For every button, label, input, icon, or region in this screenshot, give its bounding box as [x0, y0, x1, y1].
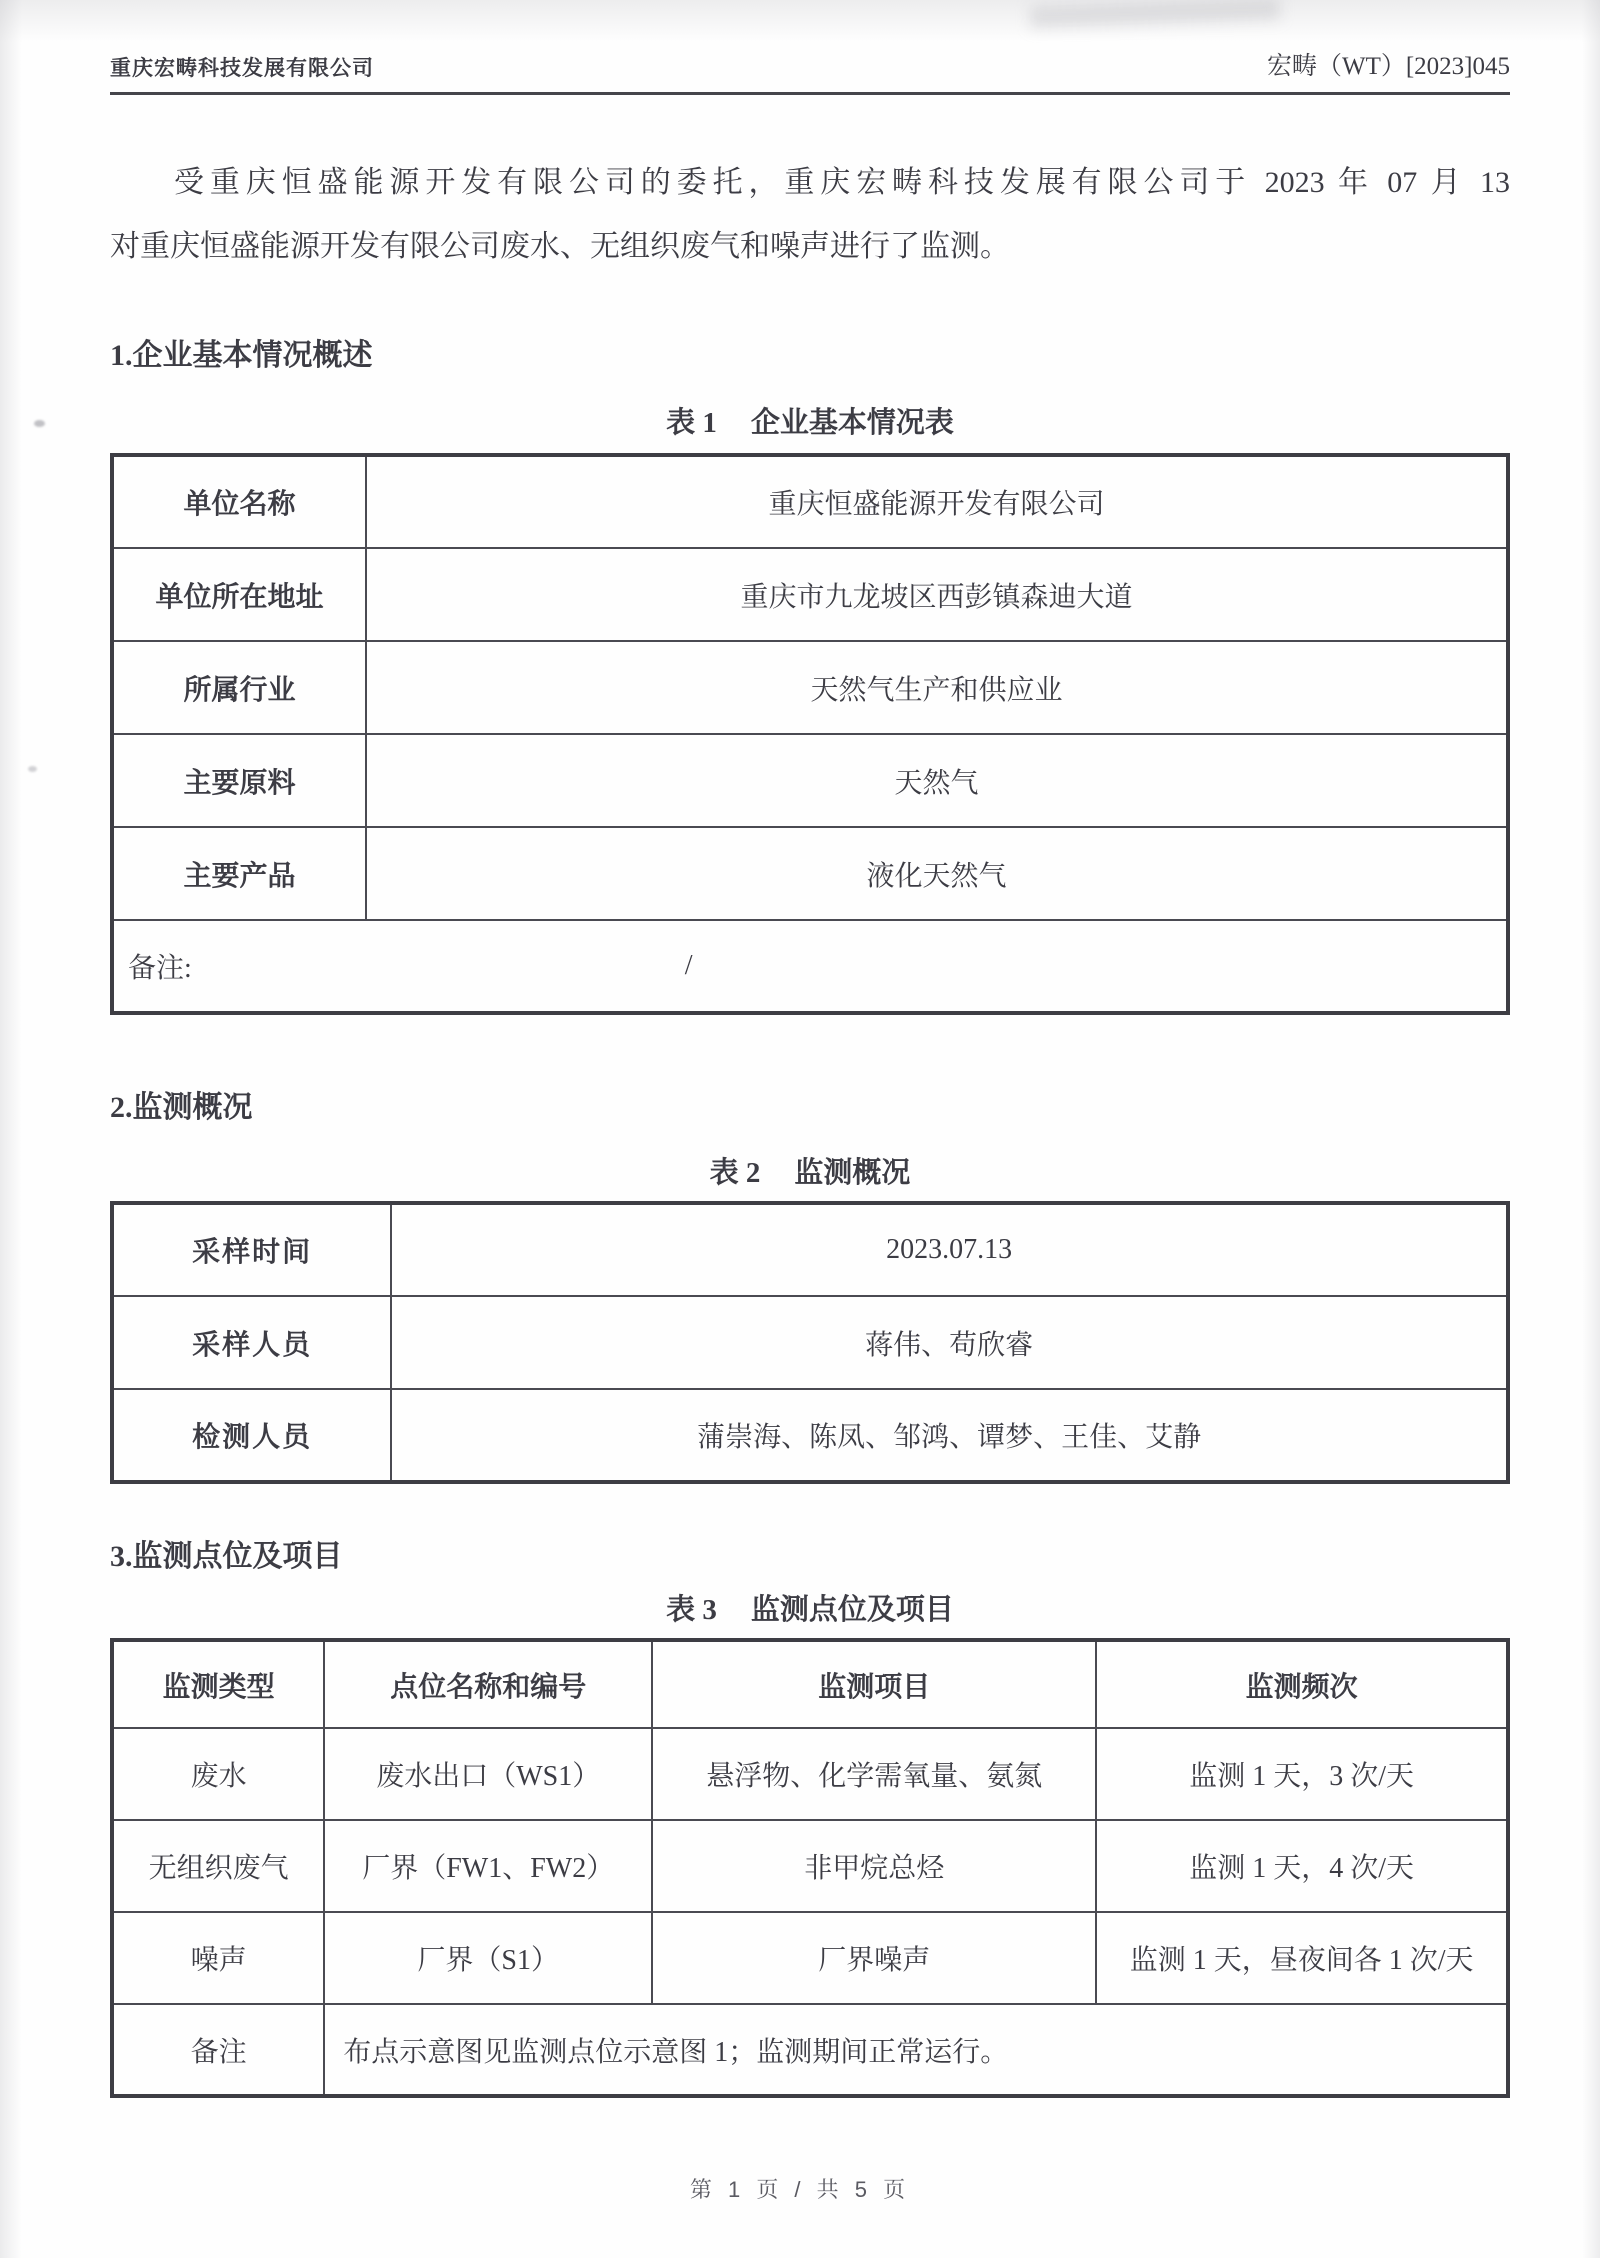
- table-row: [112, 1728, 1508, 1820]
- note-label: 备注:: [128, 953, 192, 984]
- column-header: 点位名称和编号: [324, 1640, 652, 1728]
- table-1-caption-title: 企业基本情况表: [750, 407, 954, 439]
- cell-monitoring-item: 悬浮物、化学需氧量、氨氮: [652, 1728, 1096, 1820]
- row-value: 重庆恒盛能源开发有限公司: [366, 455, 1508, 548]
- table-row: [112, 1389, 1508, 1482]
- table-2-caption-number: 表 2: [709, 1157, 761, 1189]
- note-label: 备注: [112, 2004, 324, 2096]
- row-value: 液化天然气: [366, 827, 1508, 920]
- row-value: 蒋伟、苟欣睿: [391, 1296, 1508, 1389]
- table-2-monitoring-overview: [110, 1201, 1510, 1484]
- row-value: 2023.07.13: [391, 1203, 1508, 1296]
- table-1-company-info: [110, 453, 1510, 1015]
- note-value: /: [684, 950, 693, 981]
- intro-paragraph-line-1: 受重庆恒盛能源开发有限公司的委托，重庆宏畴科技发展有限公司于 2023 年 07 月 13: [174, 166, 1510, 199]
- page-header: [110, 46, 1510, 82]
- table-row: [112, 548, 1508, 641]
- row-label: 单位名称: [112, 455, 366, 548]
- row-value: 天然气生产和供应业: [366, 641, 1508, 734]
- cell-monitoring-type: 废水: [112, 1728, 324, 1820]
- column-header: 监测类型: [112, 1640, 324, 1728]
- note-value: 布点示意图见监测点位示意图 1；监测期间正常运行。: [324, 2004, 1508, 2096]
- table-row: [112, 641, 1508, 734]
- header-doc-number: 宏畴（WT）[2023]045: [1266, 53, 1510, 80]
- cell-monitoring-item: 厂界噪声: [652, 1912, 1096, 2004]
- table-3-caption-title: 监测点位及项目: [750, 1594, 954, 1626]
- cell-monitoring-type: 噪声: [112, 1912, 324, 2004]
- table-row: [112, 455, 1508, 548]
- row-label: 采样时间: [112, 1203, 391, 1296]
- table-row: [112, 1820, 1508, 1912]
- cell-frequency: 监测 1 天，4 次/天: [1096, 1820, 1508, 1912]
- column-header: 监测项目: [652, 1640, 1096, 1728]
- table-2-caption: [110, 1153, 1510, 1193]
- row-value: 重庆市九龙坡区西彭镇森迪大道: [366, 548, 1508, 641]
- note-cell: [112, 920, 1508, 1013]
- header-company-name: 重庆宏畴科技发展有限公司: [110, 56, 374, 80]
- table-1-caption: [110, 403, 1510, 443]
- cell-frequency: 监测 1 天，昼夜间各 1 次/天: [1096, 1912, 1508, 2004]
- table-3-caption: [110, 1590, 1510, 1630]
- row-value: 天然气: [366, 734, 1508, 827]
- cell-frequency: 监测 1 天，3 次/天: [1096, 1728, 1508, 1820]
- cell-point-name: 厂界（FW1、FW2）: [324, 1820, 652, 1912]
- table-row: [112, 1203, 1508, 1296]
- row-label: 检测人员: [112, 1389, 391, 1482]
- table-row: [112, 827, 1508, 920]
- table-note-row: [112, 920, 1508, 1013]
- table-header-row: [112, 1640, 1508, 1728]
- table-note-row: [112, 2004, 1508, 2096]
- page-number: 第 1 页 / 共 5 页: [689, 2177, 911, 2202]
- table-row: [112, 734, 1508, 827]
- row-label: 主要产品: [112, 827, 366, 920]
- table-row: [112, 1912, 1508, 2004]
- row-label: 采样人员: [112, 1296, 391, 1389]
- cell-point-name: 废水出口（WS1）: [324, 1728, 652, 1820]
- header-divider-rule: [110, 92, 1510, 95]
- table-1-caption-number: 表 1: [666, 407, 717, 439]
- table-3-caption-number: 表 3: [666, 1594, 717, 1626]
- row-label: 单位所在地址: [112, 548, 366, 641]
- intro-paragraph-line-2: 对重庆恒盛能源开发有限公司废水、无组织废气和噪声进行了监测。: [110, 230, 1010, 263]
- section-3-heading: 3.监测点位及项目: [110, 1540, 343, 1573]
- section-2-heading: 2.监测概况: [110, 1091, 253, 1124]
- row-value: 蒲崇海、陈凤、邹鸿、谭梦、王佳、艾静: [391, 1389, 1508, 1482]
- cell-point-name: 厂界（S1）: [324, 1912, 652, 2004]
- cell-monitoring-item: 非甲烷总烃: [652, 1820, 1096, 1912]
- row-label: 主要原料: [112, 734, 366, 827]
- column-header: 监测频次: [1096, 1640, 1508, 1728]
- section-1-heading: 1.企业基本情况概述: [110, 339, 373, 372]
- row-label: 所属行业: [112, 641, 366, 734]
- table-row: [112, 1296, 1508, 1389]
- table-3-monitoring-points: [110, 1638, 1510, 2098]
- cell-monitoring-type: 无组织废气: [112, 1820, 324, 1912]
- table-2-caption-title: 监测概况: [794, 1157, 911, 1189]
